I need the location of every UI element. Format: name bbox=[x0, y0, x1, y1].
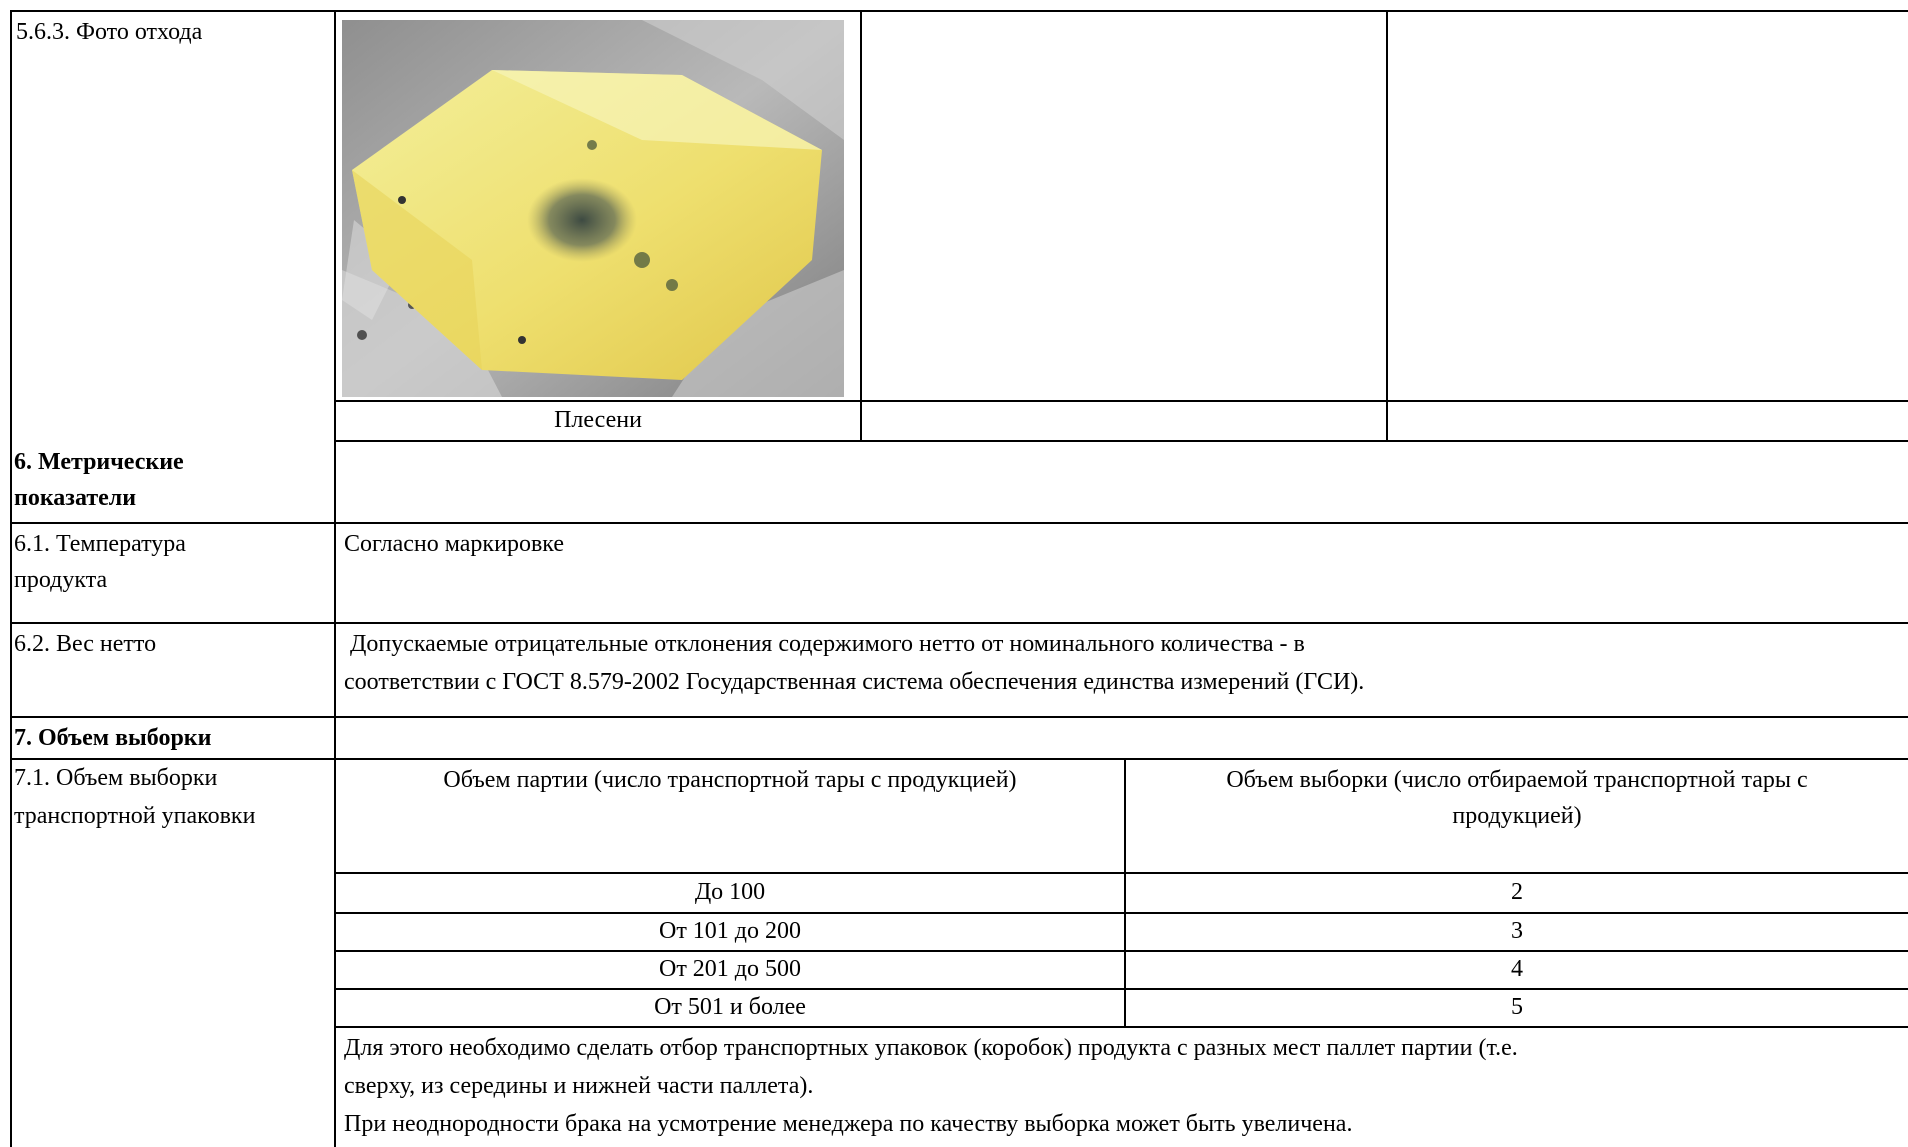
metric-heading-line2: показатели bbox=[14, 485, 137, 511]
net-weight-value-line1: Допускаемые отрицательные отклонения содержимого нетто от номинального количества - в bbox=[344, 631, 1305, 657]
rule-inner-4 bbox=[336, 1026, 1908, 1028]
sample-table-sample-cell: 3 bbox=[1511, 918, 1523, 944]
transport-sample-label-line2: транспортной упаковки bbox=[14, 803, 256, 829]
net-weight-value-line2: соответствии с ГОСТ 8.579-2002 Государственная система обеспечения единства измерений (ГСИ). bbox=[344, 669, 1365, 695]
temperature-value: Согласно маркировке bbox=[344, 531, 564, 557]
rule-temp-bottom bbox=[10, 622, 1908, 624]
sampling-note-line2: сверху, из середины и нижней части паллета). bbox=[344, 1073, 814, 1099]
photo-row-label: 5.6.3. Фото отхода bbox=[16, 19, 203, 45]
rule-caption-bottom bbox=[336, 440, 1908, 442]
mold-butter-image bbox=[342, 20, 844, 397]
mold-butter-photo bbox=[342, 20, 844, 397]
sample-table-batch-cell: От 101 до 200 bbox=[658, 918, 802, 944]
sample-table-batch-cell: От 201 до 500 bbox=[658, 956, 802, 982]
temperature-label-line2: продукта bbox=[14, 567, 108, 593]
sample-table-sample-cell: 2 bbox=[1511, 879, 1523, 905]
net-weight-label: 6.2. Вес нетто bbox=[14, 631, 157, 657]
photo-caption: Плесени bbox=[554, 407, 642, 433]
sample-table-header-sample-line2: продукцией) bbox=[1452, 803, 1582, 829]
sample-table-sample-cell: 5 bbox=[1511, 994, 1523, 1020]
metric-heading-line1: 6. Метрические bbox=[14, 449, 184, 475]
border-left bbox=[10, 10, 12, 1147]
sample-table-header-sample-line1: Объем выборки (число отбираемой транспортной тары с bbox=[1226, 767, 1808, 793]
border-top bbox=[10, 10, 1908, 12]
sample-table-batch-cell: До 100 bbox=[694, 879, 766, 905]
rule-metric-bottom bbox=[10, 522, 1908, 524]
sampling-note-line3: При неоднородности брака на усмотрение менеджера по качеству выборка может быть увеличена. bbox=[344, 1111, 1353, 1137]
sample-volume-heading: 7. Объем выборки bbox=[14, 725, 212, 751]
rule-photo-col-2 bbox=[1386, 10, 1388, 442]
sample-table-header-batch: Объем партии (число транспортной тары с продукцией) bbox=[443, 767, 1017, 793]
sample-table-batch-cell: От 501 и более bbox=[654, 994, 806, 1020]
rule-photo-col-1 bbox=[860, 10, 862, 442]
rule-weight-bottom bbox=[10, 716, 1908, 718]
transport-sample-label-line1: 7.1. Объем выборки bbox=[14, 765, 218, 791]
rule-sample-bottom bbox=[10, 758, 1908, 760]
sample-table-sample-cell: 4 bbox=[1511, 956, 1523, 982]
sampling-note-line1: Для этого необходимо сделать отбор транспортных упаковок (коробок) продукта с разных мест паллет партии (т.е. bbox=[344, 1035, 1518, 1061]
temperature-label-line1: 6.1. Температура bbox=[14, 531, 186, 557]
